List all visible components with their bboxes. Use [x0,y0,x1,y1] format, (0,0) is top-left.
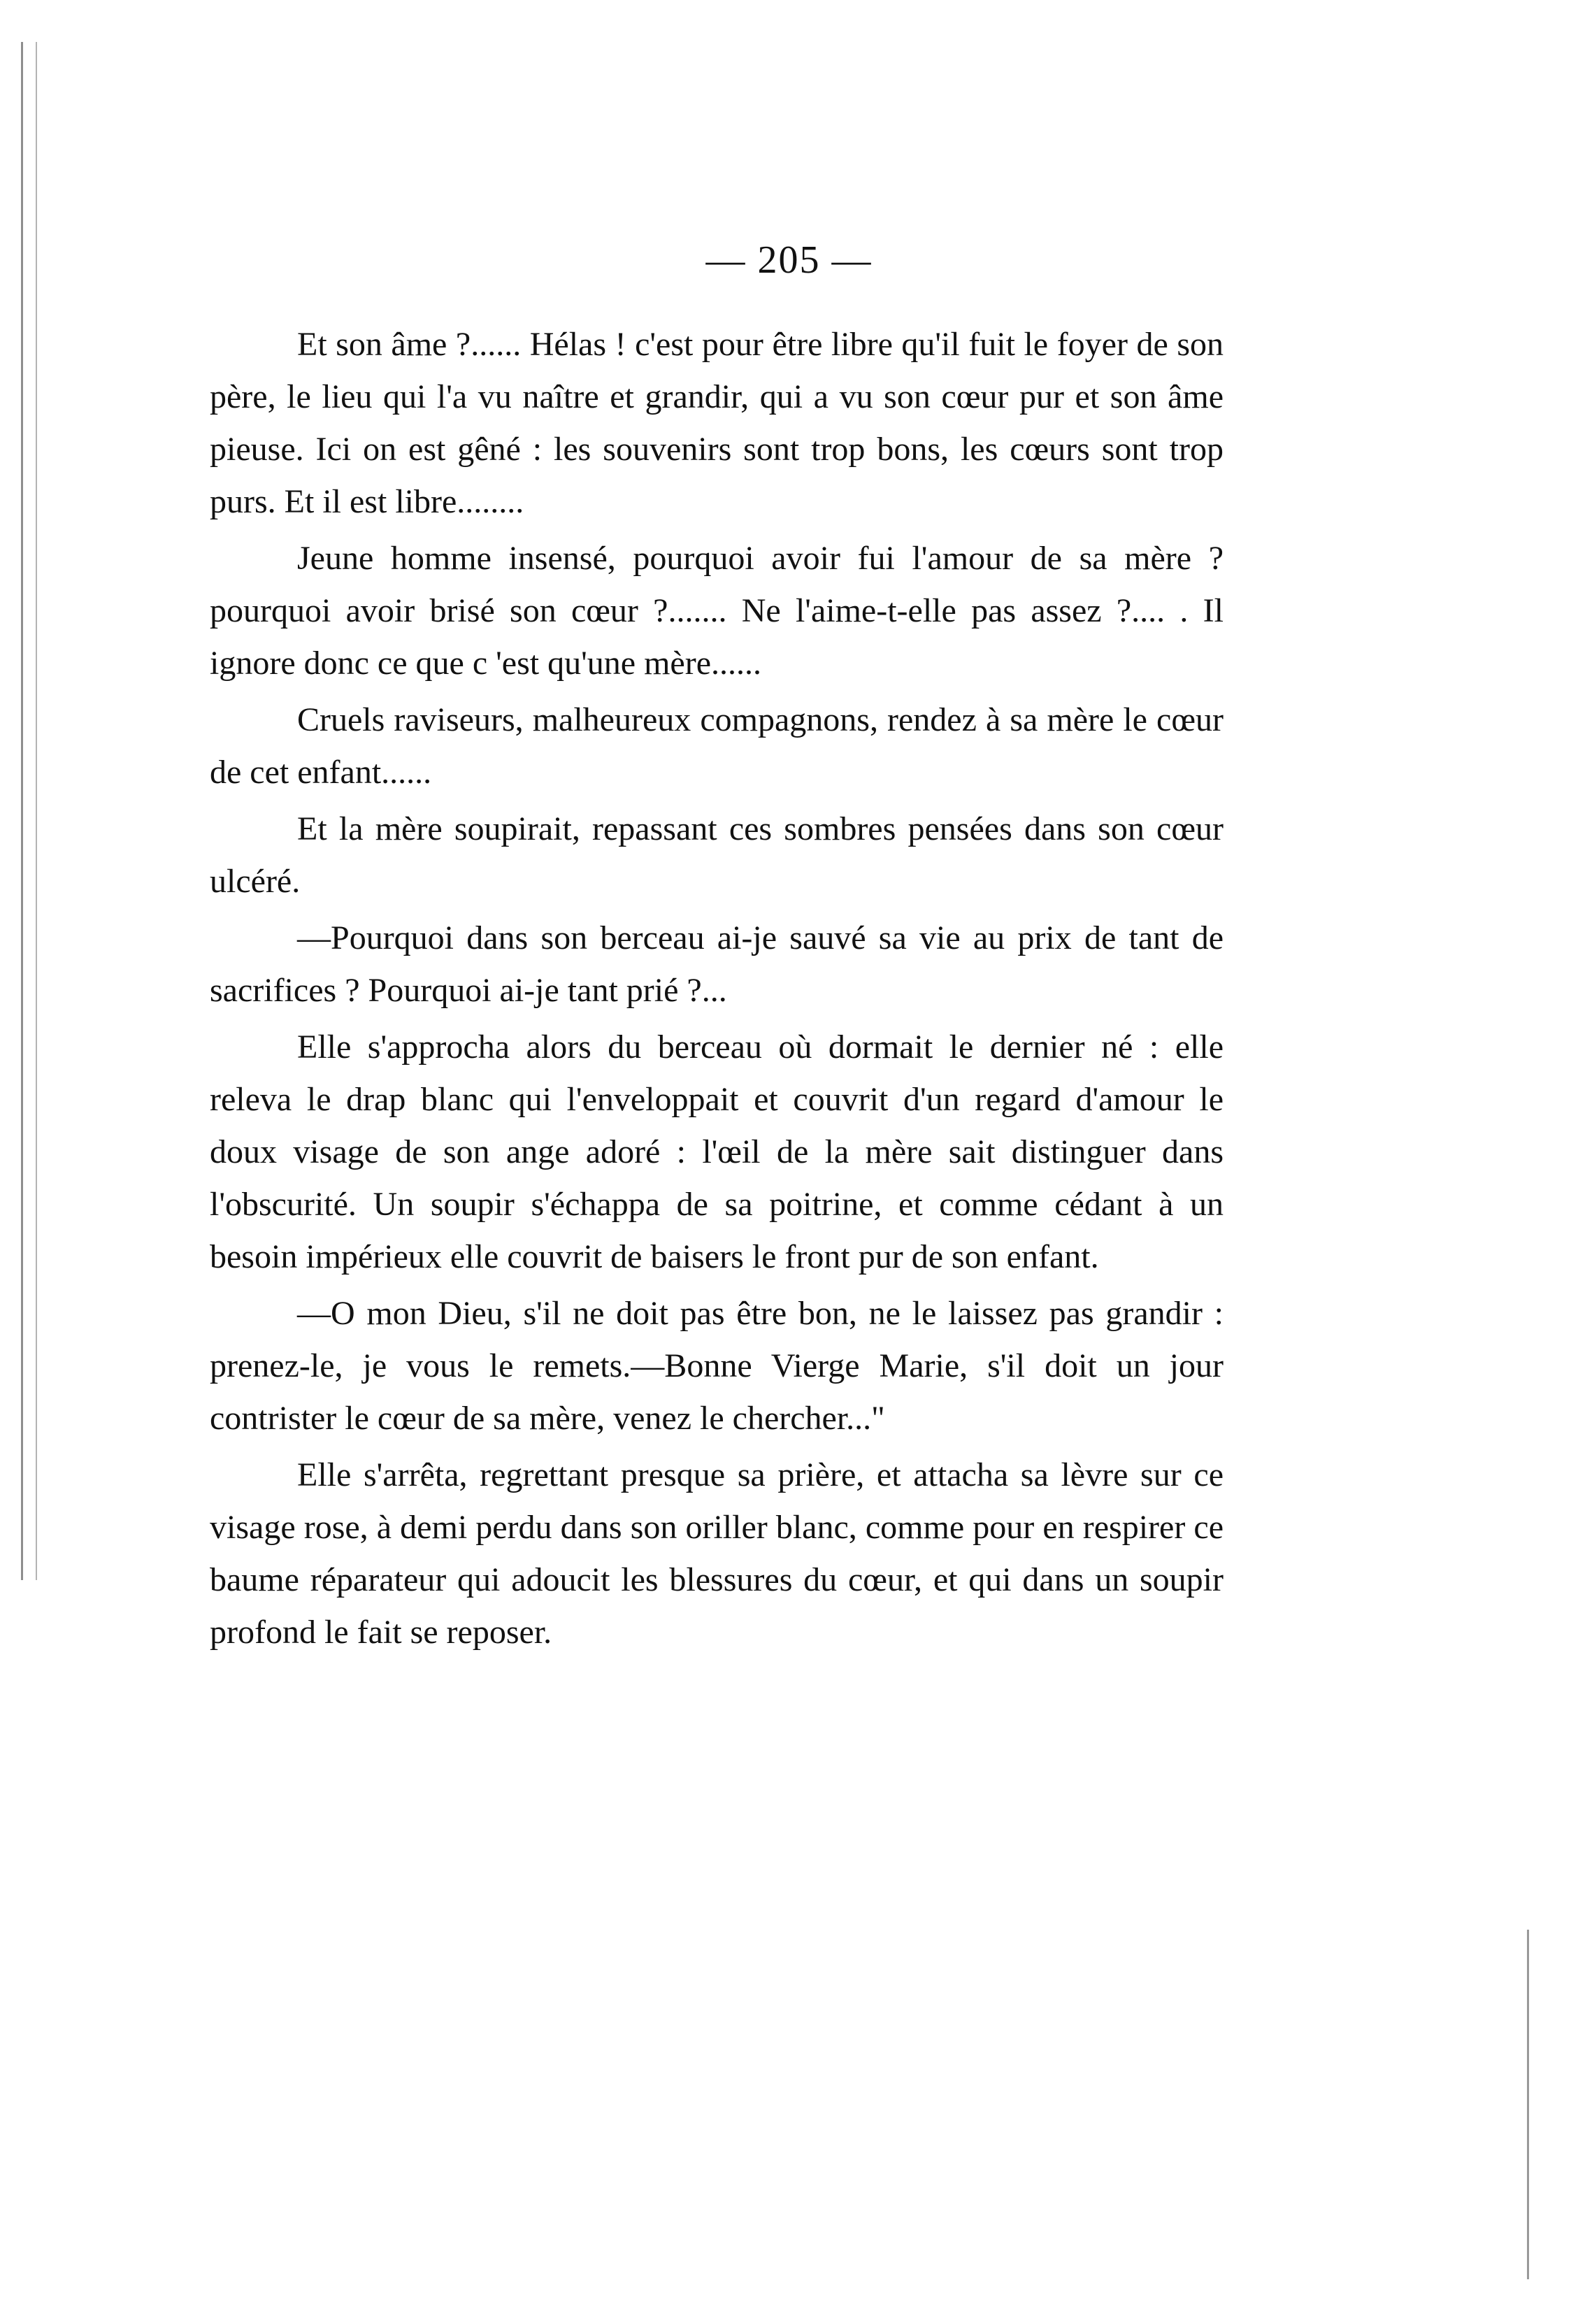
paragraph: Et son âme ?...... Hélas ! c'est pour être libre qu'il fuit le foyer de son père, le lieu qui l'a vu naître et grandir, qui a vu son cœur pur et son âme pieuse. Ici on est gêné : les souvenirs sont trop bons, les cœurs sont trop purs. Et il est libre........ [210,326,1224,520]
paragraph: —O mon Dieu, s'il ne doit pas être bon, ne le laissez pas grandir : prenez-le, je vous le remets.—Bonne Vierge Marie, s'il doit un jour contrister le cœur de sa mère, venez le chercher..." [210,1295,1224,1437]
page-number: — 205 — [705,238,873,282]
paragraph: Et la mère soupirait, repassant ces sombres pensées dans son cœur ulcéré. [210,810,1224,900]
paragraph: Elle s'arrêta, regrettant presque sa prière, et attacha sa lèvre sur ce visage rose, à demi perdu dans son oriller blanc, comme pour en respirer ce baume réparateur qui adoucit les blessures du cœur, et qui dans un soupir profond le fait se reposer. [210,1456,1224,1651]
paragraph: Cruels raviseurs, malheureux compagnons, rendez à sa mère le cœur de cet enfant...... [210,701,1224,791]
paragraph: —Pourquoi dans son berceau ai-je sauvé sa vie au prix de tant de sacrifices ? Pourquoi ai-je tant prié ?... [210,919,1224,1009]
paragraph: Elle s'approcha alors du berceau où dormait le dernier né : elle releva le drap blanc qui l'enveloppait et couvrit d'un regard d'amour le doux visage de son ange adoré : l'œil de la mère sait distinguer dans l'obscurité. Un soupir s'échappa de sa poitrine, et comme cédant à un besoin impérieux elle couvrit de baisers le front pur de son enfant. [210,1028,1224,1275]
body-text [210,318,1224,1663]
paragraph: Jeune homme insensé, pourquoi avoir fui l'amour de sa mère ? pourquoi avoir brisé son cœur ?....... Ne l'aime-t-elle pas assez ?.... . Il ignore donc ce que c 'est qu'une mère...... [210,540,1224,682]
margin-scan-mark [1527,1930,1529,2279]
